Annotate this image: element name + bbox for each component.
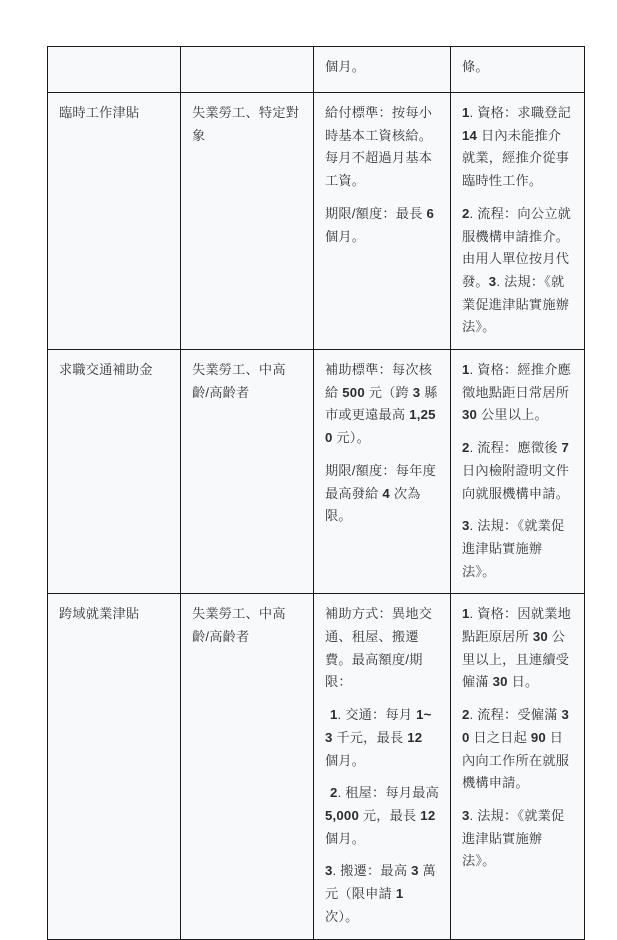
cell-text: 條。 [462, 59, 489, 74]
table-row-continuation [48, 47, 585, 93]
paragraph: 2. 租屋：每月最高 5,000 元，最長 12 個月。 [325, 785, 439, 846]
paragraph: 1. 資格：經推介應徵地點距日常居所 30 公里以上。 [462, 362, 571, 423]
benefit-name-text: 臨時工作津貼 [59, 105, 140, 120]
paragraph: 1. 資格：因就業地點距原居所 30 公里以上，且連續受僱滿 30 日。 [462, 606, 571, 690]
cell-continuation-target [181, 47, 314, 93]
cell-text: 個月。 [325, 59, 366, 74]
paragraph: 補助方式：異地交通、租屋、搬遷費。最高額度/期限： [325, 606, 433, 690]
cell-benefit-name [48, 594, 181, 939]
cell-continuation-name [48, 47, 181, 93]
benefits-table [47, 46, 585, 940]
paragraph: 3. 法規：《就業促進津貼實施辦法》。 [462, 518, 565, 579]
table-row [48, 93, 585, 350]
cell-benefit-name [48, 350, 181, 594]
target-group-text: 失業勞工、中高齡/高齡者 [192, 362, 286, 400]
paragraph: 3. 搬遷：最高 3 萬元（限申請 1 次）。 [325, 863, 436, 924]
cell-target-group [181, 93, 314, 350]
paragraph: 2. 流程：應徵後 7 日內檢附證明文件向就服機構申請。 [462, 440, 570, 501]
cell-payment-standard [314, 594, 451, 939]
paragraph: 3. 法規：《就業促進津貼實施辦法》。 [462, 807, 565, 869]
paragraph: 2. 流程：向公立就服機構申請推介。由用人單位按月代發。3. 法規：《就業促進津貼實施辦法》。 [462, 205, 571, 335]
cell-payment-standard [314, 93, 451, 350]
cell-target-group [181, 350, 314, 594]
cell-target-group [181, 594, 314, 939]
paragraph: 給付標準：按每小時基本工資核給。每月不超過月基本工資。 [325, 105, 433, 189]
cell-continuation-rules [451, 47, 585, 93]
target-group-text: 失業勞工、特定對象 [192, 105, 300, 143]
table-row [48, 594, 585, 939]
cell-payment-standard [314, 350, 451, 594]
table-container [47, 46, 584, 940]
paragraph: 1. 資格：求職登記 14 日內未能推介就業，經推介從事臨時性工作。 [462, 105, 571, 189]
paragraph: 期限/額度：最長 6 個月。 [325, 205, 434, 244]
table-row [48, 350, 585, 594]
cell-continuation-standard [314, 47, 451, 93]
cell-benefit-name [48, 93, 181, 350]
benefit-name-text: 求職交通補助金 [59, 362, 153, 378]
paragraph: 1. 交通：每月 1~3 千元，最長 12 個月。 [325, 707, 432, 768]
cell-eligibility-process [451, 93, 585, 350]
cell-eligibility-process [451, 350, 585, 594]
paragraph: 補助標準：每次核給 500 元（跨 3 縣市或更遠最高 1,250 元）。 [325, 362, 438, 446]
paragraph: 期限/額度：每年度最高發給 4 次為限。 [325, 462, 436, 524]
benefit-name-text: 跨域就業津貼 [59, 606, 140, 622]
paragraph: 2. 流程：受僱滿 30 日之日起 90 日內向工作所在就服機構申請。 [462, 707, 570, 791]
target-group-text: 失業勞工、中高齡/高齡者 [192, 606, 286, 645]
cell-eligibility-process [451, 594, 585, 939]
